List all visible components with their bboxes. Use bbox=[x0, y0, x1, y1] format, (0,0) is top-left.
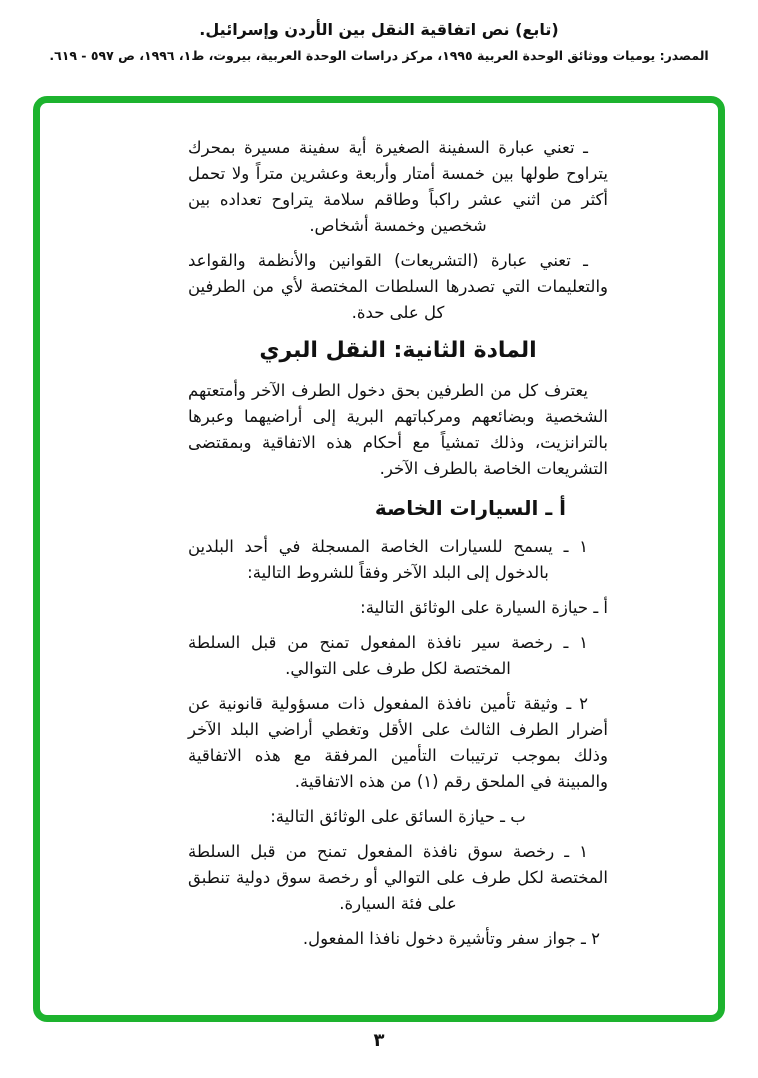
page-header bbox=[0, 18, 758, 68]
paragraph-private-cars-permission: ١ ـ يسمح للسيارات الخاصة المسجلة في أحد البلدين بالدخول إلى البلد الآخر وفقاً للشروط التالية: bbox=[188, 537, 588, 582]
source-citation: المصدر: يوميات ووثائق الوحدة العربية ١٩٩٥، مركز دراسات الوحدة العربية، بيروت، ط١، ١٩٩٦، ص ٥٩٧ - ٦١٩. bbox=[49, 48, 709, 63]
article-two-heading: المادة الثانية: النقل البري bbox=[259, 338, 537, 363]
paragraph-insurance-document: ٢ ـ وثيقة تأمين نافذة المفعول ذات مسؤولية قانونية عن أضرار الطرف الثالث على الأقل وتغطي أراضي البلد الآخر وذلك بموجب ترتيبات التأمين المرفقة مع هذه الاتفاقية والمبينة في الملحق رقم (١) من هذه الاتفاقية. bbox=[188, 694, 608, 791]
section-a-private-cars-heading: أ ـ السيارات الخاصة bbox=[374, 496, 566, 520]
document-continuation-title: (تابع) نص اتفاقية النقل بين الأردن وإسرائيل. bbox=[199, 20, 559, 39]
paragraph-article-two-intro: يعترف كل من الطرفين بحق دخول الطرف الآخر وأمتعتهم الشخصية وبضائعهم ومركباتهم البرية إلى أراضيهما وعبرها بالترانزيت، وذلك تمشياً مع أحكام هذه الاتفاقية وبمقتضى التشريعات الخاصة بالطرف الآخر. bbox=[188, 381, 608, 478]
document-content bbox=[40, 103, 718, 971]
list-item-car-documents: أ ـ حيازة السيارة على الوثائق التالية: bbox=[360, 598, 608, 617]
document-frame bbox=[33, 96, 725, 1022]
list-item-driver-documents: ب ـ حيازة السائق على الوثائق التالية: bbox=[270, 807, 526, 826]
paragraph-driving-license: ١ ـ رخصة سوق نافذة المفعول تمنح من قبل السلطة المختصة لكل طرف على التوالي أو رخصة سوق دولية تنطبق على فئة السيارة. bbox=[188, 842, 608, 913]
page-number: ٣ bbox=[373, 1030, 385, 1051]
paragraph-definition-legislation: ـ تعني عبارة (التشريعات) القوانين والأنظمة والقواعد والتعليمات التي تصدرها السلطات المختصة لأي من الطرفين كل على حدة. bbox=[188, 251, 608, 322]
paragraph-valid-registration-license: ١ ـ رخصة سير نافذة المفعول تمنح من قبل السلطة المختصة لكل طرف على التوالي. bbox=[188, 633, 588, 678]
paragraph-definition-small-vessel: ـ تعني عبارة السفينة الصغيرة أية سفينة مسيرة بمحرك يتراوح طولها بين خمسة أمتار وأربعة وعشرين متراً ولا تحمل أكثر من اثني عشر راكباً وطاقم سلامة يتراوح تعداده بين شخصين وخمسة أشخاص. bbox=[188, 138, 608, 235]
paragraph-passport-visa: ٢ ـ جواز سفر وتأشيرة دخول نافذا المفعول. bbox=[302, 929, 600, 948]
